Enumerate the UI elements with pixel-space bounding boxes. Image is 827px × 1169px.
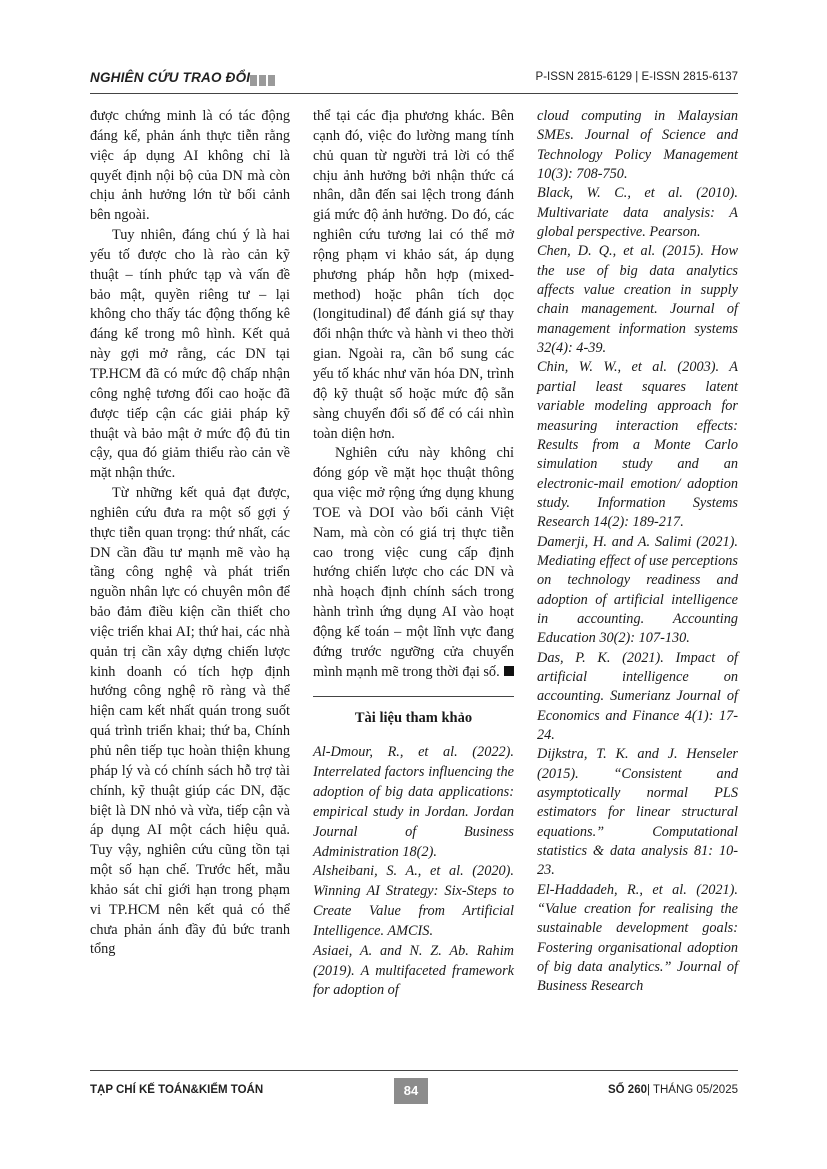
issn-label: P-ISSN 2815-6129 | E-ISSN 2815-6137 <box>535 71 738 83</box>
reference-item: Chen, D. Q., et al. (2015). How the use of big data analytics affects value creation in supply chain management. Journal of management information systems 32(4): 4-39. <box>537 243 738 357</box>
page-number: 84 <box>394 1078 428 1104</box>
reference-item: Alsheibani, S. A., et al. (2020). Winning AI Strategy: Six-Steps to Create Value from Artificial Intelligence. AMCIS. <box>313 863 514 939</box>
reference-item: Black, W. C., et al. (2010). Multivariate data analysis: A global perspective. Pearson. <box>537 185 738 241</box>
paragraph: Tuy nhiên, đáng chú ý là hai yếu tố được cho là rào cản kỹ thuật – tính phức tạp và vấn đề bảo mật, quyền riêng tư – lại không cho thấy tác động thống kê đáng kể trong mô hình. Kết quả này gợi mở rằng, các DN tại TP.HCM đã có mức độ chấp nhận công nghệ tương đối cao hoặc đã được tiếp cận các giải pháp kỹ thuật và bảo mật ở mức độ đủ tin cậy, qua đó giảm thiểu rào cản về mặt nhận thức. <box>90 227 290 482</box>
end-of-article-mark <box>504 666 514 676</box>
paragraph <box>313 444 514 682</box>
reference-item: Chin, W. W., et al. (2003). A partial least squares latent variable modeling approach for measuring interaction effects: Results from a Monte Carlo simulation study and an electronic-mail emotion/ adoption study. Information Systems Research 14(2): 189-217. <box>537 359 738 531</box>
references-heading: Tài liệu tham khảo <box>354 710 473 727</box>
page-footer <box>90 1078 738 1104</box>
issue-month: | THÁNG 05/2025 <box>647 1084 738 1096</box>
paragraph: thể tại các địa phương khác. Bên cạnh đó, việc đo lường mang tính chủ quan từ người trả lời có thể chịu ảnh hưởng bởi nhận thức cá nhân, dẫn đến sai lệch trong đánh giá mức độ ảnh hưởng. Do đó, các nghiên cứu tương lai có thể mở rộng phạm vi khảo sát, áp dụng phương pháp hỗn hợp (mixed-method) hoặc phân tích dọc (longitudinal) để đánh giá sự thay đổi nhận thức và hành vi theo thời gian. Ngoài ra, cần bổ sung các yếu tố khác như văn hóa DN, trình độ kỹ thuật số hoặc mức độ sẵn sàng chuyển đổi số để có cái nhìn toàn diện hơn. <box>313 108 514 442</box>
page-header <box>90 70 738 88</box>
reference-item: cloud computing in Malaysian SMEs. Journal of Science and Technology Policy Management 10(3): 708-750. <box>537 108 738 183</box>
references-column <box>537 107 738 997</box>
header-bars-decoration <box>250 73 277 91</box>
references-rule <box>313 696 514 697</box>
reference-item: Das, P. K. (2021). Impact of artificial intelligence on accounting. Sumerianz Journal of Economics and Finance 4(1): 17-24. <box>537 649 738 743</box>
issue-label <box>608 1084 738 1096</box>
section-title: NGHIÊN CỨU TRAO ĐỔI <box>90 70 251 85</box>
journal-name: TẠP CHÍ KẾ TOÁN&KIỂM TOÁN <box>90 1084 264 1096</box>
paragraph-text: Nghiên cứu này không chỉ đóng góp về mặt học thuật thông qua việc mở rộng ứng dụng khung TOE và DOI vào bối cảnh Việt Nam, mà còn có giá trị thực tiễn cao trong việc cung cấp định hướng chiến lược cho các DN và nhà hoạch định chính sách trong hành trình ứng dụng AI vào hoạt động kế toán – một lĩnh vực đang đứng trước ngưỡng cửa chuyển mình mạnh mẽ trong thời đại số. <box>313 445 514 680</box>
reference-item: Damerji, H. and A. Salimi (2021). Mediating effect of use perceptions on technology readiness and adoption of artificial intelligence in accounting. Accounting Education 30(2): 107-130. <box>537 533 738 647</box>
header-rule <box>90 93 738 94</box>
reference-item: El-Haddadeh, R., et al. (2021). “Value creation for realising the sustainable development goals: Fostering organisational adoption of big data analytics.” Journal of Business Research <box>537 881 738 995</box>
footer-rule <box>90 1070 738 1071</box>
reference-item: Dijkstra, T. K. and J. Henseler (2015). “Consistent and asymptotically normal PLS estimators for linear structural equations.” Computational statistics & data analysis 81: 10-23. <box>537 746 738 879</box>
text-column-1 <box>90 107 290 960</box>
reference-item: Al-Dmour, R., et al. (2022). Interrelated factors influencing the adoption of big data applications: empirical study in Jordan. Jordan Journal of Business Administration 18(2). <box>313 744 514 860</box>
text-column-2 <box>313 107 514 1001</box>
issue-number: SỐ 260 <box>608 1084 647 1096</box>
paragraph: Từ những kết quả đạt được, nghiên cứu đưa ra một số gợi ý thực tiễn quan trọng: thứ nhất, các DN cần đầu tư mạnh mẽ vào hạ tầng công nghệ và phát triển nguồn nhân lực có chuyên môn để bảo đảm điều kiện cần thiết cho việc triển khai AI; thứ hai, các nhà quản trị cần xây dựng chiến lược kinh doanh có tích hợp định hướng công nghệ rõ ràng và thể hiện cam kết nhất quán trong suốt quá trình triển khai; thứ ba, Chính phủ nên tiếp tục hoàn thiện khung pháp lý và có chính sách hỗ trợ tài chính, kỹ thuật giúp các DN, đặc biệt là DN nhỏ và vừa, tiếp cận và áp dụng AI một cách hiệu quả. Tuy vậy, nghiên cứu cũng tồn tại một số hạn chế. Trước hết, mẫu khảo sát chỉ giới hạn trong phạm vi TP.HCM nên kết quả có thể chưa phản ánh đầy đủ bức tranh tổng <box>90 485 290 958</box>
paragraph: được chứng minh là có tác động đáng kể, phản ánh thực tiễn rằng việc áp dụng AI không chỉ là quyết định nội bộ của DN mà còn chịu ảnh hưởng lớn từ bối cảnh bên ngoài. <box>90 108 290 224</box>
reference-item: Asiaei, A. and N. Z. Ab. Rahim (2019). A multifaceted framework for adoption of <box>313 942 514 999</box>
